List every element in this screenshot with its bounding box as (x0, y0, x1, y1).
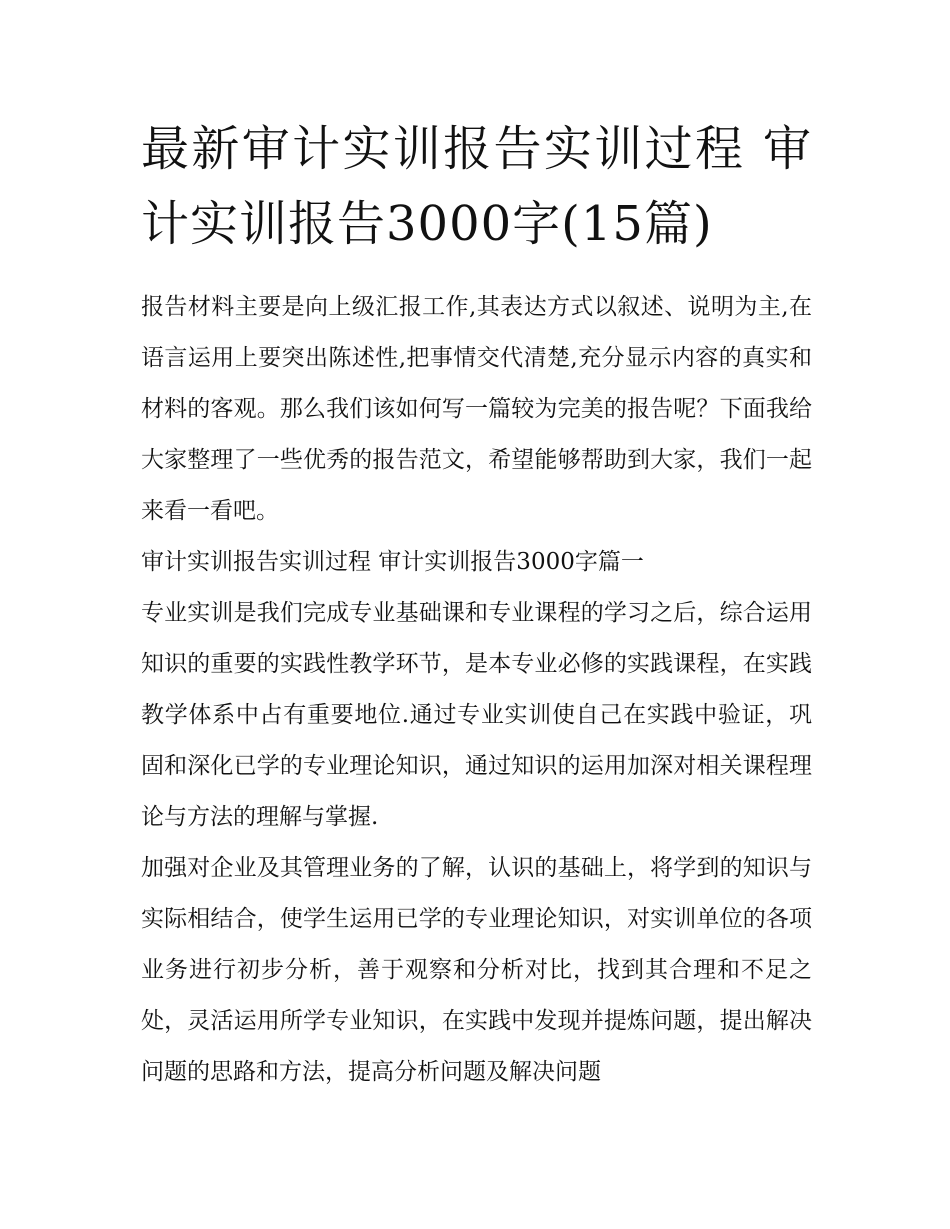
body-paragraph-2: 加强对企业及其管理业务的了解，认识的基础上，将学到的知识与实际相结合，使学生运用已学的专业理论知识，对实训单位的各项业务进行初步分析，善于观察和分析对比，找到其合理和不足之处，灵活运用所学专业知识，在实践中发现并提炼问题，提出解决问题的思路和方法，提高分析问题及解决问题 (141, 855, 812, 1085)
document-title: 最新审计实训报告实训过程 审计实训报告3000字(15篇) (141, 121, 812, 252)
document-page (141, 112, 812, 1098)
section-heading: 审计实训报告实训过程 审计实训报告3000字篇一 (141, 549, 644, 575)
intro-paragraph: 报告材料主要是向上级汇报工作,其表达方式以叙述、说明为主,在语言运用上要突出陈述性,把事情交代清楚,充分显示内容的真实和材料的客观。那么我们该如何写一篇较为完美的报告呢？下面我给大家整理了一些优秀的报告范文，希望能够帮助到大家，我们一起来看一看吧。 (141, 294, 812, 524)
body-paragraph-1: 专业实训是我们完成专业基础课和专业课程的学习之后，综合运用知识的重要的实践性教学环节，是本专业必修的实践课程，在实践教学体系中占有重要地位.通过专业实训使自己在实践中验证，巩固和深化已学的专业理论知识，通过知识的运用加深对相关课程理论与方法的理解与掌握. (141, 600, 812, 830)
